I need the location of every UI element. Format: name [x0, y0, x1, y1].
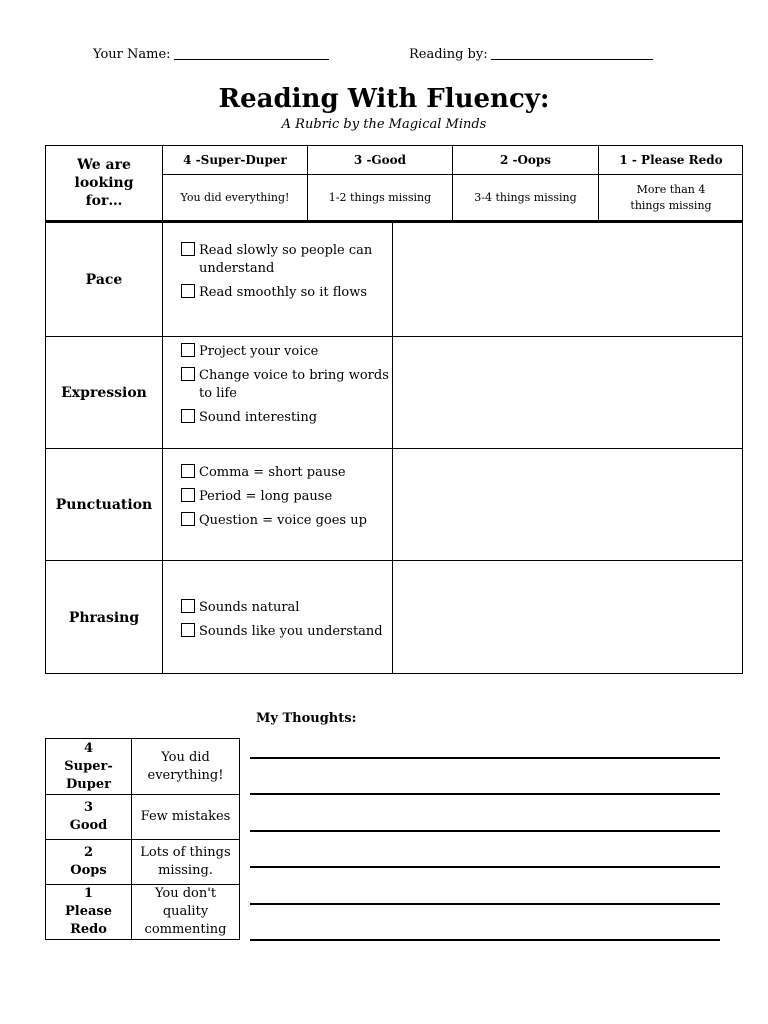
- criterion-item[interactable]: Read slowly so people can understand: [181, 242, 394, 278]
- level-3-name: 3 -Good: [353, 153, 407, 167]
- rubric-table: [45, 145, 743, 674]
- checkbox[interactable]: [181, 599, 195, 613]
- scale-level-2: 2 Oops: [70, 845, 107, 878]
- category-punctuation: Punctuation: [55, 496, 153, 513]
- reading-by-field[interactable]: [409, 47, 653, 62]
- level-4-desc: You did everything!: [180, 190, 290, 204]
- checkbox[interactable]: [181, 512, 195, 526]
- thoughts-line[interactable]: [250, 903, 720, 905]
- scale-desc-1: You don't quality commenting: [144, 886, 227, 937]
- checkbox[interactable]: [181, 623, 195, 637]
- checkbox[interactable]: [181, 488, 195, 502]
- checkbox[interactable]: [181, 284, 195, 298]
- reading-by-line[interactable]: [491, 59, 653, 60]
- level-3-desc: 1-2 things missing: [328, 190, 432, 204]
- level-4-name: 4 -Super-Duper: [183, 153, 287, 167]
- criterion-item[interactable]: Comma = short pause: [181, 464, 394, 482]
- criterion-item[interactable]: Sounds natural: [181, 599, 394, 617]
- checkbox[interactable]: [181, 409, 195, 423]
- scale-desc-3: Few mistakes: [140, 809, 231, 824]
- expression-criteria: [172, 343, 400, 427]
- criterion-item[interactable]: Sounds like you understand: [181, 623, 394, 641]
- level-1-desc: More than 4 things missing: [630, 182, 712, 212]
- level-1-name: 1 - Please Redo: [619, 153, 723, 167]
- criterion-item[interactable]: Read smoothly so it flows: [181, 284, 394, 302]
- my-thoughts-label: My Thoughts:: [256, 711, 357, 726]
- category-pace: Pace: [85, 271, 123, 288]
- scale-level-3: 3 Good: [69, 800, 108, 833]
- page-subtitle: A Rubric by the Magical Minds: [281, 117, 487, 132]
- scale-desc-2: Lots of things missing.: [140, 845, 231, 878]
- corner-label: We are looking for…: [74, 157, 134, 209]
- criterion-item[interactable]: Question = voice goes up: [181, 512, 394, 530]
- scale-level-1: 1 Please Redo: [65, 886, 112, 937]
- criterion-item[interactable]: Change voice to bring words to life: [181, 367, 394, 403]
- grid-line: [162, 146, 163, 674]
- thoughts-line[interactable]: [250, 793, 720, 795]
- category-phrasing: Phrasing: [68, 609, 140, 626]
- reading-by-label: Reading by:: [409, 47, 488, 62]
- scale-table: [45, 738, 240, 940]
- thoughts-line[interactable]: [250, 830, 720, 832]
- checkbox[interactable]: [181, 242, 195, 256]
- checkbox[interactable]: [181, 367, 195, 381]
- thoughts-line[interactable]: [250, 939, 720, 941]
- criterion-item[interactable]: Sound interesting: [181, 409, 394, 427]
- level-2-name: 2 -Oops: [499, 153, 552, 167]
- thoughts-line[interactable]: [250, 757, 720, 759]
- your-name-label: Your Name:: [93, 47, 171, 62]
- your-name-field[interactable]: [93, 47, 329, 62]
- your-name-line[interactable]: [174, 59, 329, 60]
- level-2-desc: 3-4 things missing: [474, 190, 577, 204]
- category-expression: Expression: [61, 384, 147, 401]
- phrasing-criteria: [172, 599, 400, 641]
- page-title: Reading With Fluency:: [218, 84, 550, 114]
- scale-level-4: 4 Super-Duper: [64, 740, 113, 792]
- punctuation-criteria: [172, 464, 400, 530]
- thoughts-line[interactable]: [250, 866, 720, 868]
- checkbox[interactable]: [181, 343, 195, 357]
- checkbox[interactable]: [181, 464, 195, 478]
- scale-desc-4: You did everything!: [147, 749, 224, 783]
- criterion-item[interactable]: Project your voice: [181, 343, 394, 361]
- criterion-item[interactable]: Period = long pause: [181, 488, 394, 506]
- pace-criteria: [172, 242, 400, 302]
